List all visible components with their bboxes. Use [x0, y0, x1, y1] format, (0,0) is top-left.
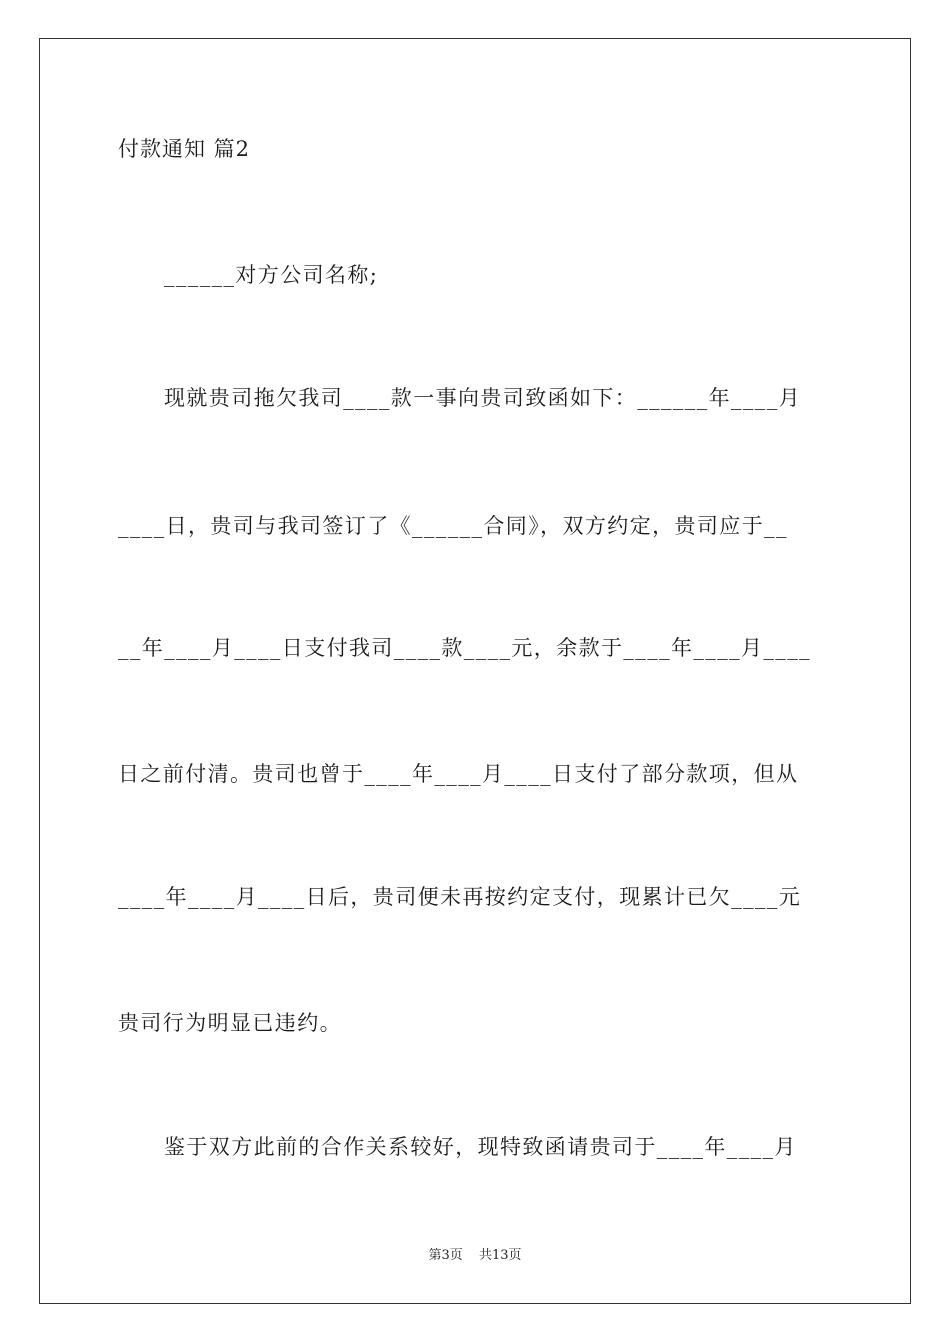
body-line-5: ____年____月____日后，贵司便未再按约定支付，现累计已欠____元 — [118, 885, 802, 909]
body-line-7: 鉴于双方此前的合作关系较好，现特致函请贵司于____年____月 — [164, 1135, 797, 1159]
document-title: 付款通知 篇2 — [118, 137, 251, 161]
addressee-line: ______对方公司名称; — [164, 263, 379, 287]
page-footer — [0, 1247, 950, 1265]
body-line-4: 日之前付清。贵司也曾于____年____月____日支付了部分款项，但从 — [118, 762, 799, 786]
page-border — [39, 38, 911, 1304]
page-number: 第3页 — [428, 1248, 463, 1263]
body-line-6: 贵司行为明显已违约。 — [118, 1011, 342, 1035]
body-line-2: ____日，贵司与我司签订了《______合同》，双方约定，贵司应于__ — [118, 514, 788, 538]
body-line-1: 现就贵司拖欠我司____款一事向贵司致函如下：______年____月 — [164, 386, 801, 410]
page-total: 共13页 — [478, 1248, 522, 1263]
body-line-3: __年____月____日支付我司____款____元，余款于____年____月____ — [118, 636, 811, 660]
